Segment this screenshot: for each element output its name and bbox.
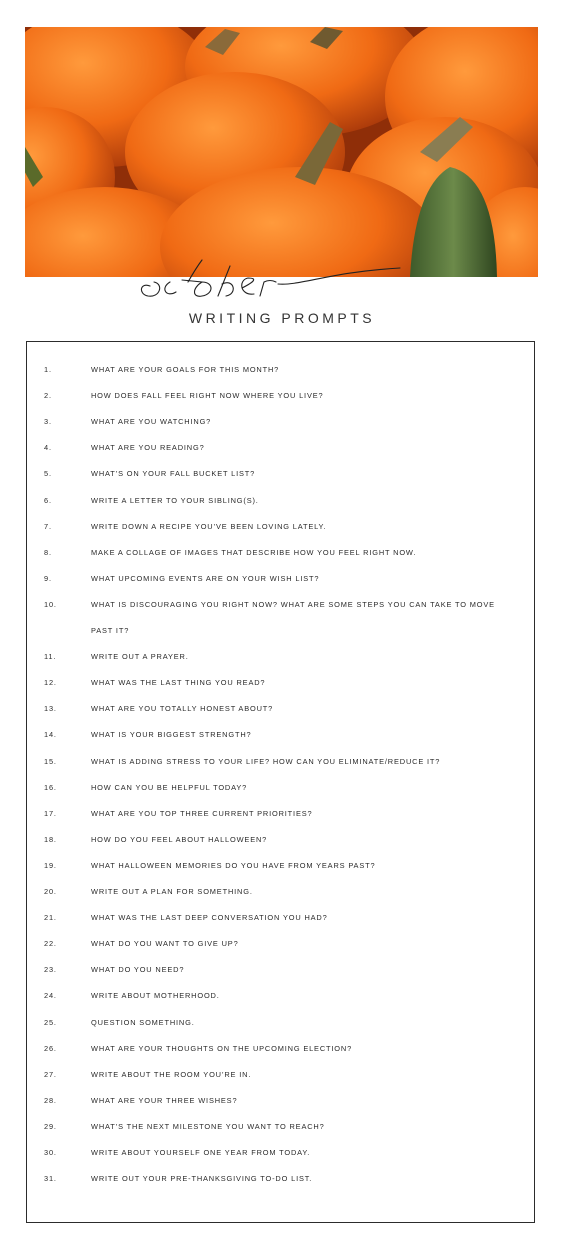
- prompt-number: 19.: [44, 860, 57, 870]
- script-title-october: [130, 258, 430, 308]
- prompt-text: WHAT IS YOUR BIGGEST STRENGTH?: [91, 730, 252, 740]
- prompt-text: HOW DO YOU FEEL ABOUT HALLOWEEN?: [91, 834, 268, 844]
- prompt-text: WHAT UPCOMING EVENTS ARE ON YOUR WISH LIST?: [91, 573, 320, 583]
- prompt-number: 13.: [44, 704, 57, 714]
- prompt-number: 29.: [44, 1121, 57, 1131]
- prompt-number: 6.: [44, 495, 52, 505]
- prompt-number: 18.: [44, 834, 57, 844]
- prompt-text: WRITE OUT A PLAN FOR SOMETHING.: [91, 887, 253, 896]
- prompt-number: 20.: [44, 887, 57, 896]
- prompt-text: WHAT ARE YOU TOTALLY HONEST ABOUT?: [91, 704, 274, 714]
- prompt-number: 12.: [44, 678, 57, 688]
- prompt-number: 24.: [44, 991, 57, 1001]
- prompt-text: WHAT ARE YOU WATCHING?: [91, 417, 212, 427]
- page-subtitle: WRITING PROMPTS: [188, 310, 376, 326]
- prompt-number: 27.: [44, 1069, 57, 1079]
- prompt-text: HOW DOES FALL FEEL RIGHT NOW WHERE YOU LIVE?: [91, 391, 324, 401]
- prompt-number: 21.: [44, 913, 57, 923]
- prompt-number: 15.: [44, 756, 57, 766]
- prompt-text: WHAT ARE YOUR THREE WISHES?: [91, 1095, 238, 1105]
- prompt-number: 1.: [44, 365, 52, 374]
- prompt-number: 14.: [44, 730, 57, 740]
- prompt-number: 7.: [44, 521, 52, 531]
- prompt-number: 3.: [44, 417, 52, 427]
- prompt-text: WHAT ARE YOU TOP THREE CURRENT PRIORITIES?: [91, 808, 313, 818]
- prompt-text: WHAT ARE YOUR THOUGHTS ON THE UPCOMING ELECTION?: [91, 1043, 353, 1053]
- prompt-number: 17.: [44, 808, 57, 818]
- prompt-text: MAKE A COLLAGE OF IMAGES THAT DESCRIBE HOW YOU FEEL RIGHT NOW.: [91, 547, 417, 557]
- prompt-number: 4.: [44, 443, 52, 453]
- prompt-number: 30.: [44, 1148, 57, 1157]
- prompt-number: 2.: [44, 391, 52, 401]
- prompt-text: WHAT IS ADDING STRESS TO YOUR LIFE? HOW CAN YOU ELIMINATE/REDUCE IT?: [91, 756, 441, 766]
- prompt-text: WRITE OUT A PRAYER.: [91, 652, 189, 662]
- prompt-number: 25.: [44, 1017, 57, 1027]
- prompt-text: WHAT HALLOWEEN MEMORIES DO YOU HAVE FROM YEARS PAST?: [91, 860, 376, 870]
- prompt-number: 23.: [44, 965, 57, 975]
- prompt-text: WRITE OUT YOUR PRE-THANKSGIVING TO-DO LIST.: [91, 1174, 313, 1184]
- prompt-number: 22.: [44, 939, 57, 949]
- prompt-number: 26.: [44, 1043, 57, 1053]
- prompt-text: WHAT’S THE NEXT MILESTONE YOU WANT TO REACH?: [91, 1121, 325, 1131]
- prompt-text: WHAT ARE YOU READING?: [91, 443, 205, 453]
- prompt-number: 11.: [44, 652, 57, 662]
- prompt-number: 16.: [44, 782, 57, 792]
- prompt-text: WHAT DO YOU WANT TO GIVE UP?: [91, 939, 239, 949]
- prompt-text: WHAT WAS THE LAST THING YOU READ?: [91, 678, 266, 688]
- pumpkin-photo: [25, 27, 538, 277]
- prompt-text: WHAT WAS THE LAST DEEP CONVERSATION YOU HAD?: [91, 913, 328, 923]
- prompt-text-continued: PAST IT?: [91, 626, 130, 635]
- prompt-list: [26, 341, 535, 1223]
- prompt-text: WHAT’S ON YOUR FALL BUCKET LIST?: [91, 469, 256, 479]
- prompt-text: WRITE A LETTER TO YOUR SIBLING(S).: [91, 495, 259, 505]
- prompt-text: WHAT ARE YOUR GOALS FOR THIS MONTH?: [91, 365, 280, 374]
- prompt-number: 10.: [44, 599, 57, 609]
- prompt-number: 31.: [44, 1174, 57, 1184]
- prompt-text: HOW CAN YOU BE HELPFUL TODAY?: [91, 782, 248, 792]
- prompt-text: WRITE ABOUT YOURSELF ONE YEAR FROM TODAY.: [91, 1148, 311, 1157]
- prompt-text: WHAT DO YOU NEED?: [91, 965, 185, 975]
- prompt-number: 5.: [44, 469, 52, 479]
- prompt-text: WRITE ABOUT THE ROOM YOU’RE IN.: [91, 1069, 252, 1079]
- prompt-number: 28.: [44, 1095, 57, 1105]
- prompt-text: WRITE DOWN A RECIPE YOU’VE BEEN LOVING LATELY.: [91, 521, 327, 531]
- prompt-text: QUESTION SOMETHING.: [91, 1017, 195, 1027]
- prompt-text: WHAT IS DISCOURAGING YOU RIGHT NOW? WHAT ARE SOME STEPS YOU CAN TAKE TO MOVE: [91, 599, 495, 609]
- prompt-text: WRITE ABOUT MOTHERHOOD.: [91, 991, 220, 1001]
- prompt-number: 9.: [44, 573, 52, 583]
- prompt-number: 8.: [44, 547, 52, 557]
